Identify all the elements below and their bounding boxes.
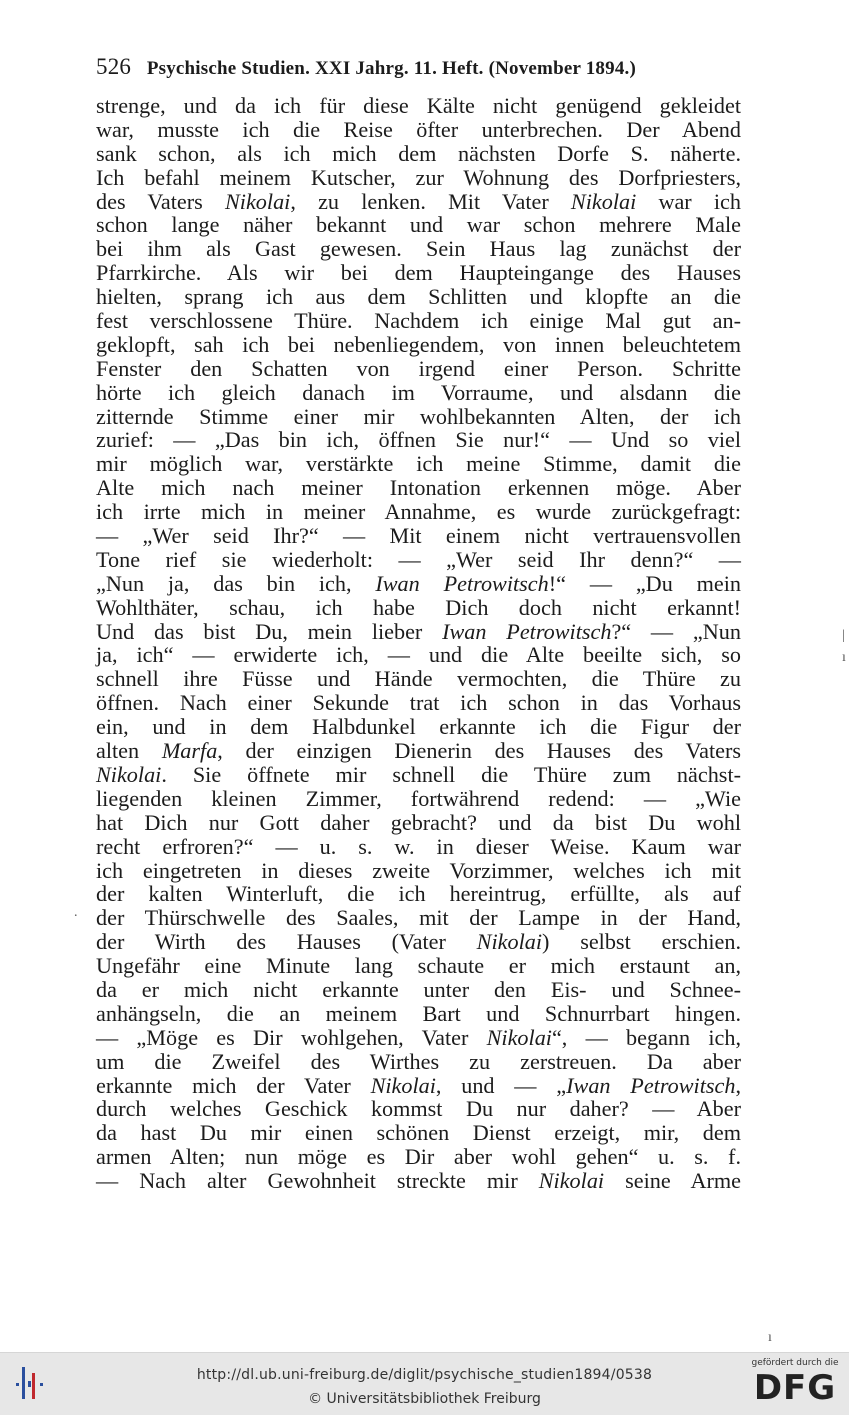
text-line (96, 1121, 741, 1145)
text-segment: zitternde Stimme einer mir wohlbekannten Alten, der ich (96, 403, 741, 429)
text-segment: da er mich nicht erkannte unter den Eis- und Schnee- (96, 976, 741, 1002)
text-segment: armen Alten; nun möge es Dir aber wohl gehen“ u. s. f. (96, 1144, 741, 1170)
text-segment: , und — „ (435, 1072, 567, 1098)
text-line (96, 643, 741, 667)
text-line (96, 237, 741, 261)
text-line (96, 476, 741, 500)
text-segment: zurief: — „Das bin ich, öffnen Sie nur!“ — Und so viel (96, 427, 741, 453)
text-line (96, 1026, 741, 1050)
text-line (96, 1169, 741, 1193)
text-line (96, 572, 741, 596)
italic-name: Nikolai (538, 1168, 605, 1194)
text-line (96, 882, 741, 906)
text-line (96, 1097, 741, 1121)
text-segment: Wohlthäter, schau, ich habe Dich doch nicht erkannt! (96, 594, 741, 620)
dfg-logo (749, 1358, 841, 1410)
text-segment: hörte ich gleich danach im Vorraume, und alsdann die (96, 379, 741, 405)
text-line (96, 548, 741, 572)
text-segment: „Nun ja, das bin ich, (96, 570, 376, 596)
text-line (96, 428, 741, 452)
page-header (96, 54, 736, 84)
text-segment: ein, und in dem Halbdunkel erkannte ich die Figur der (96, 714, 741, 740)
text-line (96, 859, 741, 883)
text-line (96, 1002, 741, 1026)
text-segment: fest verschlossene Thüre. Nachdem ich einige Mal gut an- (96, 308, 741, 334)
text-line (96, 667, 741, 691)
text-segment: Ungefähr eine Minute lang schaute er mich erstaunt an, (96, 953, 741, 979)
text-segment: Fenster den Schatten von irgend einer Person. Schritte (96, 355, 741, 381)
text-line (96, 500, 741, 524)
text-segment: “, — begann ich, (551, 1024, 741, 1050)
text-segment: !“ — „Du mein (548, 570, 741, 596)
text-segment: , zu lenken. Mit Vater (290, 188, 571, 214)
text-segment: anhängseln, die an meinem Bart und Schnurrbart hingen. (96, 1000, 741, 1026)
text-line (96, 1074, 741, 1098)
text-line (96, 452, 741, 476)
text-segment: war, musste ich die Reise öfter unterbrechen. Der Abend (96, 116, 741, 142)
italic-name: Nikolai (96, 761, 162, 787)
text-segment: geklopft, sah ich bei nebenliegendem, von innen beleuchtetem (96, 331, 741, 357)
text-line (96, 811, 741, 835)
text-line (96, 333, 741, 357)
italic-name: Nikolai (486, 1024, 552, 1050)
italic-name: Nikolai (476, 929, 542, 955)
text-segment: hat Dich nur Gott daher gebracht? und da bist Du wohl (96, 809, 741, 835)
text-segment: . Sie öffnete mir schnell die Thüre zum nächst- (161, 761, 741, 787)
italic-name: Iwan Petrowitsch (375, 570, 549, 596)
text-segment: ?“ — „Nun (611, 618, 741, 644)
text-segment: , der einzigen Dienerin des Hauses des Vaters (217, 738, 741, 764)
text-line (96, 405, 741, 429)
text-line (96, 691, 741, 715)
text-line (96, 142, 741, 166)
text-segment: , (735, 1072, 741, 1098)
text-segment: ja, ich“ — erwiderte ich, — und die Alte beeilte sich, so (96, 642, 741, 668)
text-line (96, 787, 741, 811)
italic-name: Iwan Petrowitsch (566, 1072, 736, 1098)
margin-mark: ı (842, 650, 846, 665)
text-line (96, 930, 741, 954)
text-line (96, 978, 741, 1002)
text-segment: — Nach alter Gewohnheit streckte mir (96, 1168, 539, 1194)
text-line (96, 620, 741, 644)
source-url-link[interactable]: http://dl.ub.uni-freiburg.de/diglit/psychische_studien1894/0538 (196, 1367, 653, 1383)
italic-name: Nikolai (225, 188, 291, 214)
text-segment: bei ihm als Gast gewesen. Sein Haus lag zunächst der (96, 236, 741, 262)
text-line (96, 715, 741, 739)
copyright-notice: © Universitätsbibliothek Freiburg (308, 1391, 541, 1407)
text-line (96, 118, 741, 142)
text-line (96, 190, 741, 214)
text-line (96, 1050, 741, 1074)
text-line (96, 596, 741, 620)
text-segment: recht erfroren?“ — u. s. w. in dieser Weise. Kaum war (96, 833, 741, 859)
running-title: Psychische Studien. XXI Jahrg. 11. Heft. (November 1894.) (146, 58, 637, 79)
italic-name: Marfa (161, 738, 218, 764)
text-segment: erkannte mich der Vater (96, 1072, 371, 1098)
text-segment: ich eingetreten in dieses zweite Vorzimmer, welches ich mit (96, 857, 741, 883)
italic-name: Iwan Petrowitsch (442, 618, 612, 644)
text-line (96, 835, 741, 859)
text-line (96, 763, 741, 787)
page-number: 526 (96, 54, 132, 79)
text-line (96, 381, 741, 405)
text-line (96, 213, 741, 237)
text-line (96, 94, 741, 118)
text-segment: alten (96, 738, 162, 764)
text-line (96, 166, 741, 190)
text-segment: liegenden kleinen Zimmer, fortwährend redend: — „Wie (96, 785, 741, 811)
text-segment: mir möglich war, verstärkte ich meine Stimme, damit die (96, 451, 741, 477)
text-line (96, 906, 741, 930)
text-segment: schnell ihre Füsse und Hände vermochten, die Thüre zu (96, 666, 741, 692)
text-segment: der kalten Winterluft, die ich hereintrug, erfüllte, als auf (96, 881, 741, 907)
margin-mark: . (74, 905, 78, 920)
text-segment: Ich befahl meinem Kutscher, zur Wohnung des Dorfpriesters, (96, 164, 741, 190)
italic-name: Nikolai (370, 1072, 436, 1098)
text-segment: sank schon, als ich mich dem nächsten Dorfe S. näherte. (96, 140, 741, 166)
margin-mark: ı (768, 1330, 772, 1345)
text-segment: um die Zweifel des Wirthes zu zerstreuen. Da aber (96, 1048, 741, 1074)
text-line (96, 524, 741, 548)
text-segment: öffnen. Nach einer Sekunde trat ich schon in das Vorhaus (96, 690, 741, 716)
page-body-text (96, 94, 741, 1193)
text-segment: durch welches Geschick kommst Du nur daher? — Aber (96, 1096, 741, 1122)
text-segment: da hast Du mir einen schönen Dienst erzeigt, mir, dem (96, 1120, 741, 1146)
text-line (96, 739, 741, 763)
text-segment: ) selbst erschien. (542, 929, 741, 955)
viewer-footer (0, 1352, 849, 1415)
text-segment: Tone rief sie wiederholt: — „Wer seid Ihr denn?“ — (96, 546, 741, 572)
text-segment: Pfarrkirche. Als wir bei dem Haupteingange des Hauses (96, 260, 741, 286)
text-segment: strenge, und da ich für diese Kälte nicht genügend gekleidet (96, 93, 741, 118)
text-segment: hielten, sprang ich aus dem Schlitten und klopfte an die (96, 284, 741, 310)
text-segment: schon lange näher bekannt und war schon mehrere Male (96, 212, 741, 238)
dfg-logo-icon: DFG (753, 1368, 837, 1408)
text-line (96, 285, 741, 309)
text-line (96, 309, 741, 333)
margin-mark: | (842, 628, 845, 643)
text-segment: — „Möge es Dir wohlgehen, Vater (96, 1024, 487, 1050)
text-segment: Und das bist Du, mein lieber (96, 618, 443, 644)
text-segment: seine Arme (604, 1168, 741, 1194)
italic-name: Nikolai (570, 188, 637, 214)
text-line (96, 357, 741, 381)
text-segment: des Vaters (96, 188, 225, 214)
text-line (96, 954, 741, 978)
text-line (96, 1145, 741, 1169)
text-segment: der Thürschwelle des Saales, mit der Lampe in der Hand, (96, 905, 741, 931)
dfg-caption: gefördert durch die (751, 1358, 839, 1368)
text-segment: Alte mich nach meiner Intonation erkennen möge. Aber (96, 475, 741, 501)
text-line (96, 261, 741, 285)
text-segment: war ich (636, 188, 741, 214)
text-segment: — „Wer seid Ihr?“ — Mit einem nicht vertrauensvollen (96, 523, 741, 549)
text-segment: ich irrte mich in meiner Annahme, es wurde zurückgefragt: (96, 499, 741, 525)
text-segment: der Wirth des Hauses (Vater (96, 929, 477, 955)
